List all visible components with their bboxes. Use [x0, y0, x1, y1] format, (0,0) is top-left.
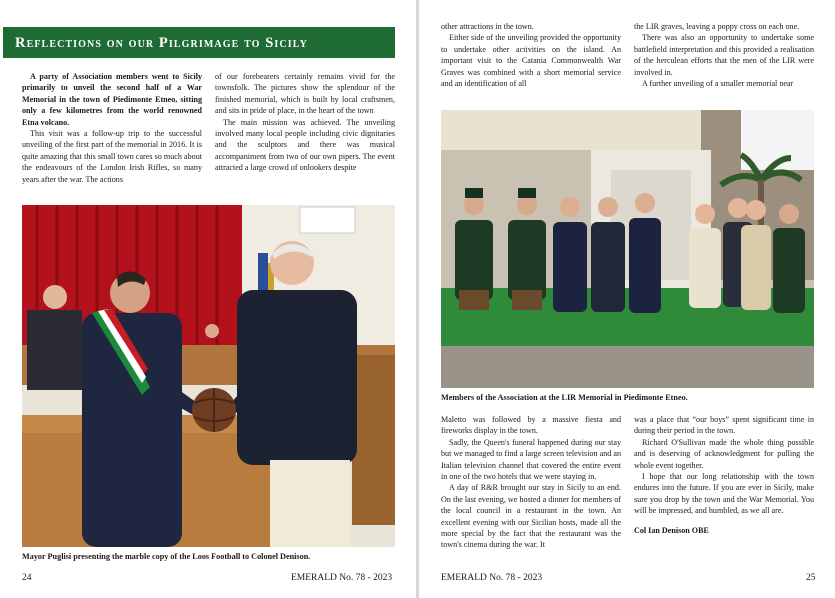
paragraph: Richard O'Sullivan made the whole thing possible and is deserving of acknowledgment for pulling the whole event together.: [634, 437, 814, 470]
footer-issue-left: EMERALD No. 78 - 2023: [291, 573, 393, 583]
paragraph: the LIR graves, leaving a poppy cross on each one.: [634, 22, 800, 31]
paragraph: Either side of the unveiling provided the opportunity to undertake other activities on the island. An important visit to the Catania Commonwealth War Graves was combined with a short memorial service and an identification of all: [441, 33, 621, 89]
author-signature: Col Ian Denison OBE: [634, 525, 709, 535]
left-page: [0, 0, 416, 598]
paragraph: Sadly, the Queen's funeral happened during our stay but we managed to find a large screen television and an Italian television channel that covered the entire event in one of the two hotels that we were staying in.: [441, 437, 621, 482]
right-column-2-bottom: [634, 414, 814, 536]
right-column-1-top: [441, 21, 621, 89]
article-title-banner: Reflections on our Pilgrimage to Sicily: [3, 27, 395, 58]
photo-group-at-memorial: [441, 110, 814, 388]
right-column-2-top: [634, 21, 814, 89]
paragraph: This visit was a follow-up trip to the successful unveiling of the first part of the memorial in 2016. It is quite amazing that this small town cares so much about the endeavours of the London Irish Rifles, so many years after the war. The actions: [22, 129, 202, 184]
lead-paragraph: A party of Association members went to Sicily primarily to unveil the second half of a War Memorial in the town of Piedimonte Etneo, sitting only a few kilometres from the world renowned Etna volcano.: [22, 72, 202, 127]
photo-caption-right: Members of the Association at the LIR Memorial in Piedimonte Etneo.: [441, 393, 688, 402]
photo-football-presentation-image: [22, 205, 395, 547]
right-column-1-bottom: [441, 414, 621, 551]
paragraph: I hope that our long relationship with the town endures into the future. If you are ever in Sicily, make sure you drop by the town and the War Memorial. You will be impressed, and humbled, as we all are.: [634, 472, 814, 516]
paragraph: other attractions in the town.: [441, 22, 534, 31]
page-number-right: 25: [806, 573, 816, 583]
paragraph: A further unveiling of a smaller memorial near: [642, 79, 794, 89]
photo-football-presentation: [22, 205, 395, 547]
footer-issue-right: EMERALD No. 78 - 2023: [441, 573, 543, 583]
right-page: [419, 0, 835, 598]
paragraph: A day of R&R brought our stay in Sicily to an end. On the last evening, we hosted a dinner for members of the local council in a restaurant in the town. An excellent evening with our Sicilian hosts, made all the more special by the fact that the restaurant was the town's cinema during the war. It: [441, 483, 621, 550]
photo-caption-left: Mayor Puglisi presenting the marble copy of the Loos Football to Colonel Denison.: [22, 552, 311, 561]
paragraph: The main mission was achieved. The unveiling involved many local people including civic dignitaries and the sculptors and there was musical accompaniment from two of our own pipers. The event attracted a large crowd of onlookers despite: [215, 117, 395, 173]
paragraph: of our forebearers certainly remains vivid for the townsfolk. The pictures show the splendour of the finished memorial, which is built by local craftsmen, and sits in pride of place, in the heart of the town: [215, 72, 395, 116]
paragraph: There was also an opportunity to undertake some battlefield interpretation and this provided a realisation of the herculean efforts that the men of the LIR were involved in.: [634, 33, 814, 77]
paragraph: was a place that “our boys” spent significant time in during their period in the town.: [634, 415, 814, 436]
page-number-left: 24: [22, 573, 32, 583]
left-column-2: [215, 71, 395, 174]
photo-group-at-memorial-image: [441, 110, 814, 388]
paragraph: Maletto was followed by a massive fiesta and fireworks display in the town.: [441, 415, 621, 436]
left-column-1: [22, 71, 202, 185]
